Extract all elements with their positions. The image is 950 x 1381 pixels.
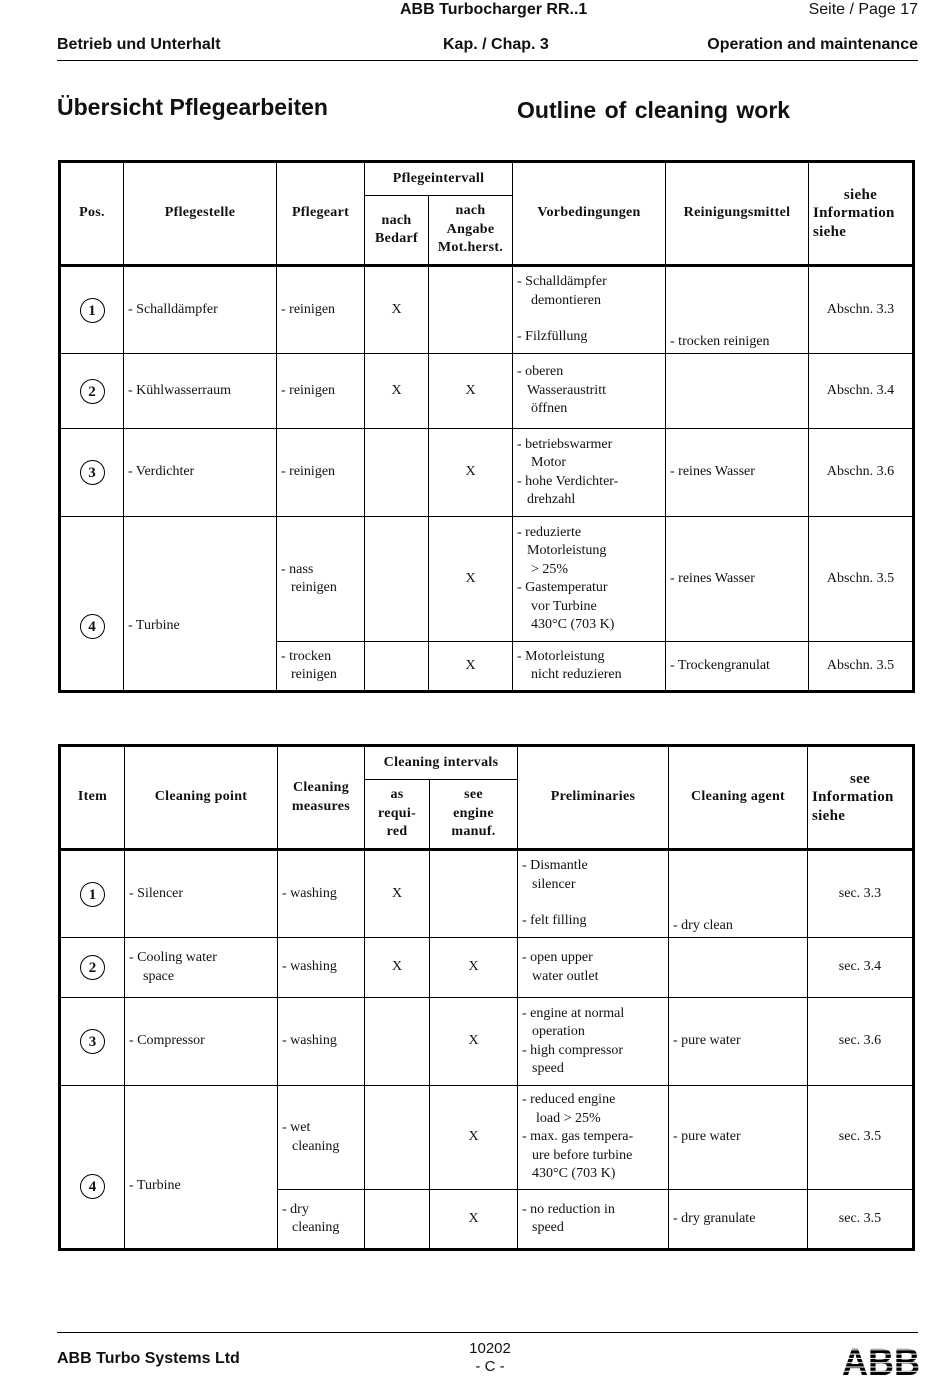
table-row	[60, 354, 914, 429]
info-ref: Abschn. 3.3	[809, 266, 914, 354]
interval-b: X	[430, 1190, 518, 1250]
header-info: siehe Information siehe	[809, 162, 914, 266]
header-interval-b: see engine manuf.	[430, 780, 518, 850]
preliminaries: - open upper water outlet	[518, 938, 669, 998]
header-center: Kap. / Chap. 3	[443, 36, 549, 53]
header-point: Cleaning point	[125, 746, 278, 850]
interval-b: X	[429, 354, 513, 429]
product-name: ABB Turbocharger RR..1	[400, 1, 588, 18]
header-interval: Pflegeintervall	[365, 162, 513, 196]
table-row	[60, 850, 914, 938]
cleaning-agent: - pure water	[669, 1086, 808, 1190]
cleaning-point: - Kühlwasserraum	[124, 354, 277, 429]
table-en	[58, 744, 915, 1251]
header-measures: Cleaning measures	[278, 746, 365, 850]
info-ref: Abschn. 3.4	[809, 354, 914, 429]
doc-section: - C -	[475, 1358, 505, 1375]
interval-a	[365, 1086, 430, 1190]
cleaning-point: - Schalldämpfer	[124, 266, 277, 354]
interval-b: X	[430, 1086, 518, 1190]
cleaning-point: - Compressor	[125, 998, 278, 1086]
info-ref: sec. 3.6	[808, 998, 914, 1086]
item-number: 1	[80, 298, 105, 323]
title-de: Übersicht Pflegearbeiten	[57, 94, 328, 120]
cleaning-type: - nass reinigen	[277, 517, 365, 642]
abb-logo-text: ABB	[842, 1346, 920, 1376]
interval-b: X	[429, 642, 513, 692]
table-row	[60, 429, 914, 517]
preconditions: - reduzierte Motorleistung > 25% - Gastemperatur vor Turbine 430°C (703 K)	[513, 517, 666, 642]
cleaning-agent	[669, 938, 808, 998]
cleaning-point: - Turbine	[124, 517, 277, 692]
cleaning-agent: - dry granulate	[669, 1190, 808, 1250]
item-number: 4	[80, 1174, 105, 1199]
item-number: 4	[80, 614, 105, 639]
table-row	[60, 998, 914, 1086]
header-preconditions: Vorbedingungen	[513, 162, 666, 266]
info-ref: sec. 3.5	[808, 1086, 914, 1190]
cleaning-type: - trocken reinigen	[277, 642, 365, 692]
cleaning-agent: - trocken reinigen	[666, 266, 809, 354]
header-interval: Cleaning intervals	[365, 746, 518, 780]
interval-b	[429, 266, 513, 354]
doc-number: 10202	[469, 1340, 511, 1357]
cleaning-agent: - Trockengranulat	[666, 642, 809, 692]
interval-b: X	[430, 938, 518, 998]
table-row	[60, 517, 914, 642]
info-ref: sec. 3.4	[808, 938, 914, 998]
preliminaries: - Dismantle silencer - felt filling	[518, 850, 669, 938]
interval-b	[430, 850, 518, 938]
table-row	[60, 938, 914, 998]
preconditions: - Schalldämpfer demontieren - Filzfüllung	[513, 266, 666, 354]
cleaning-point: - Cooling water space	[125, 938, 278, 998]
interval-a	[365, 429, 429, 517]
header-left: Betrieb und Unterhalt	[57, 36, 221, 53]
cleaning-agent: - reines Wasser	[666, 517, 809, 642]
cleaning-measure: - wet cleaning	[278, 1086, 365, 1190]
cleaning-agent: - dry clean	[669, 850, 808, 938]
item-number: 2	[80, 379, 105, 404]
cleaning-agent: - reines Wasser	[666, 429, 809, 517]
header-interval-a: as requi- red	[365, 780, 430, 850]
interval-a: X	[365, 850, 430, 938]
interval-a: X	[365, 266, 429, 354]
header-interval-b: nach Angabe Mot.herst.	[429, 196, 513, 266]
header-agent: Cleaning agent	[669, 746, 808, 850]
header-rule	[57, 60, 918, 61]
preliminaries: - no reduction in speed	[518, 1190, 669, 1250]
interval-a	[365, 1190, 430, 1250]
header-pos: Pos.	[60, 162, 124, 266]
item-number: 3	[80, 1029, 105, 1054]
cleaning-type: - reinigen	[277, 266, 365, 354]
cleaning-measure: - washing	[278, 850, 365, 938]
cleaning-point: - Silencer	[125, 850, 278, 938]
interval-b: X	[430, 998, 518, 1086]
preconditions: - Motorleistung nicht reduzieren	[513, 642, 666, 692]
header-item: Item	[60, 746, 125, 850]
page-header	[0, 0, 950, 22]
item-number: 3	[80, 460, 105, 485]
abb-logo	[842, 1346, 920, 1381]
cleaning-type: - reinigen	[277, 429, 365, 517]
cleaning-agent: - pure water	[669, 998, 808, 1086]
cleaning-measure: - dry cleaning	[278, 1190, 365, 1250]
table-row	[60, 266, 914, 354]
header-preliminaries: Preliminaries	[518, 746, 669, 850]
interval-a	[365, 517, 429, 642]
preliminaries: - engine at normal operation - high compressor speed	[518, 998, 669, 1086]
item-number: 1	[80, 882, 105, 907]
footer-doc-info	[440, 1340, 540, 1376]
page-number: Seite / Page 17	[808, 1, 918, 18]
footer-rule	[57, 1332, 918, 1333]
interval-b: X	[429, 429, 513, 517]
table-row	[60, 1086, 914, 1190]
interval-a	[365, 642, 429, 692]
interval-a: X	[365, 938, 430, 998]
item-number: 2	[80, 955, 105, 980]
info-ref: Abschn. 3.6	[809, 429, 914, 517]
header-agent: Reinigungsmittel	[666, 162, 809, 266]
footer-company: ABB Turbo Systems Ltd	[57, 1350, 240, 1367]
header-info: see Information siehe	[808, 746, 914, 850]
info-ref: sec. 3.3	[808, 850, 914, 938]
preconditions: - betriebswarmer Motor - hohe Verdichter- drehzahl	[513, 429, 666, 517]
info-ref: sec. 3.5	[808, 1190, 914, 1250]
cleaning-measure: - washing	[278, 938, 365, 998]
interval-b: X	[429, 517, 513, 642]
title-en: Outline of cleaning work	[517, 97, 791, 123]
table-de	[58, 160, 915, 693]
header-type: Pflegeart	[277, 162, 365, 266]
cleaning-measure: - washing	[278, 998, 365, 1086]
cleaning-type: - reinigen	[277, 354, 365, 429]
interval-a	[365, 998, 430, 1086]
header-right: Operation and maintenance	[707, 36, 918, 53]
cleaning-point: - Turbine	[125, 1086, 278, 1250]
header-interval-a: nach Bedarf	[365, 196, 429, 266]
cleaning-point: - Verdichter	[124, 429, 277, 517]
header-point: Pflegestelle	[124, 162, 277, 266]
cleaning-agent	[666, 354, 809, 429]
info-ref: Abschn. 3.5	[809, 517, 914, 642]
preconditions: - oberen Wasseraustritt öffnen	[513, 354, 666, 429]
info-ref: Abschn. 3.5	[809, 642, 914, 692]
interval-a: X	[365, 354, 429, 429]
preliminaries: - reduced engine load > 25% - max. gas tempera- ure before turbine 430°C (703 K)	[518, 1086, 669, 1190]
